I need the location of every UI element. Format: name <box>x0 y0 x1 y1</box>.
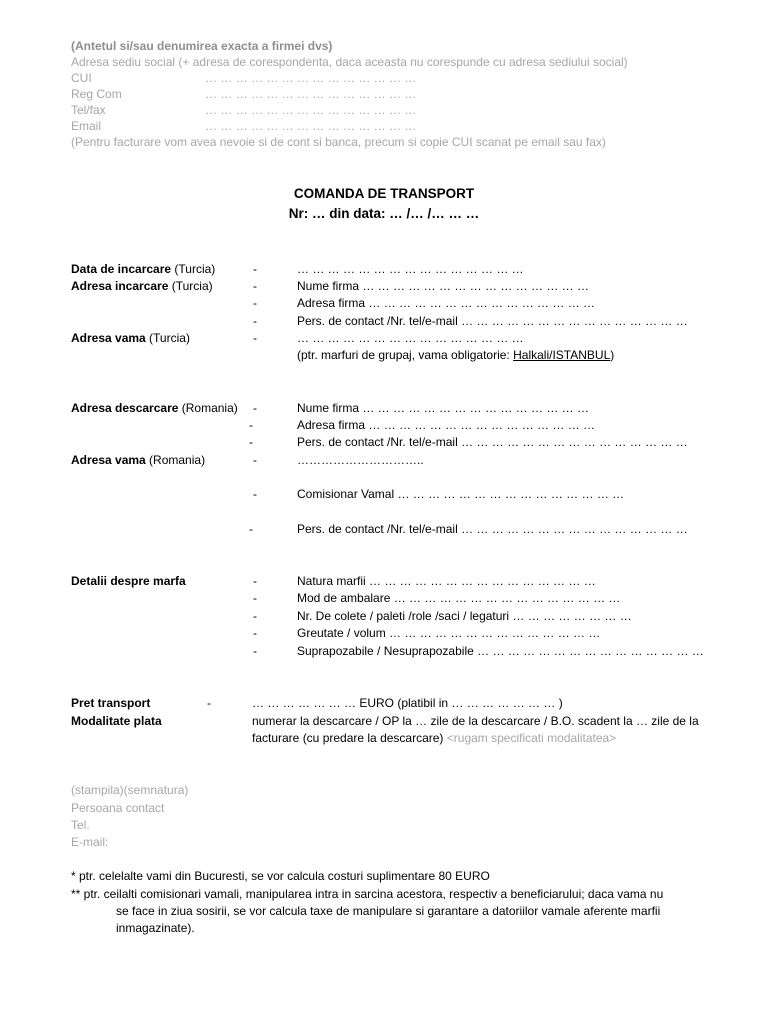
email-value: … … … … … … … … … … … … … … <box>205 119 417 133</box>
unloading-company-address: Adresa firma … … … … … … … … … … … … … … … <box>297 418 596 432</box>
contact-tel: Tel. <box>71 818 90 832</box>
dash: - <box>253 453 257 467</box>
dash: - <box>253 487 257 501</box>
letterhead-title: (Antetul si/sau denumirea exacta a firmei dvs) <box>71 39 333 53</box>
loading-date-value: … … … … … … … … … … … … … … … <box>297 262 524 276</box>
dash: - <box>249 435 253 449</box>
loading-customs-label <box>71 330 190 346</box>
loading-customs-label-bold: Adresa vama <box>71 331 146 345</box>
dash: - <box>253 574 257 588</box>
dash: - <box>253 331 257 345</box>
customs-note-prefix: (ptr. marfuri de grupaj, vama obligatorie: <box>297 348 514 362</box>
loading-customs-country: (Turcia) <box>145 331 190 345</box>
customs-note-location: Halkali/ISTANBUL <box>513 348 611 362</box>
unloading-address-label-bold: Adresa descarcare <box>71 401 179 415</box>
loading-address-label-bold: Adresa incarcare <box>71 279 169 293</box>
tel-fax-value: … … … … … … … … … … … … … … <box>205 103 417 117</box>
payment-text: numerar la descarcare / OP la … zile de la descarcare / B.O. scadent la … zile de la facturare (cu predare la descarcare) <box>252 714 699 745</box>
dash: - <box>253 262 257 276</box>
unloading-address-label <box>71 400 238 416</box>
unloading-company-name: Nume firma … … … … … … … … … … … … … … … <box>297 401 590 415</box>
dash: - <box>253 279 257 293</box>
loading-date-label <box>71 261 215 277</box>
payment-hint: <rugam specificati modalitatea> <box>446 731 617 745</box>
loading-date-label-bold: Data de incarcare <box>71 262 172 276</box>
order-number-line: Nr: … din data: … /… /… … … <box>288 206 480 221</box>
price-label: Pret transport <box>71 696 151 710</box>
price-dash: - <box>207 696 211 710</box>
loading-company-name: Nume firma … … … … … … … … … … … … … … … <box>297 279 590 293</box>
email-label: Email <box>71 119 102 133</box>
unloading-customs-country: (Romania) <box>145 453 206 467</box>
goods-nature: Natura marfii … … … … … … … … … … … … … … … <box>297 574 596 588</box>
unloading-customs-value: ………………………….. <box>297 453 424 467</box>
customs-contact: Pers. de contact /Nr. tel/e-mail … … … … … … … … … … … … … … … <box>297 522 688 536</box>
contact-email: E-mail: <box>71 835 109 849</box>
stamp-signature: (stampila)(semnatura) <box>71 783 189 797</box>
footnote-2-line-2: se face in ziua sosirii, se vor calcula taxe de manipulare si garantare a datoriilor vamale aferente marfii <box>116 904 661 918</box>
unloading-customs-label-bold: Adresa vama <box>71 453 146 467</box>
dash: - <box>249 418 253 432</box>
unloading-customs-label <box>71 452 205 468</box>
goods-packaging: Mod de ambalare … … … … … … … … … … … … … … … <box>297 591 621 605</box>
cui-label: CUI <box>71 71 92 85</box>
tel-fax-label: Tel/fax <box>71 103 106 117</box>
customs-note-suffix: ) <box>610 348 615 362</box>
loading-customs-value: … … … … … … … … … … … … … … … <box>297 331 524 345</box>
cui-value: … … … … … … … … … … … … … … <box>205 71 417 85</box>
footnote-2-line-3: inmagazinate). <box>116 921 195 935</box>
billing-note: (Pentru facturare vom avea nevoie si de cont si banca, precum si copie CUI scanat pe email sau fax) <box>71 135 606 149</box>
contact-person: Persoana contact <box>71 801 165 815</box>
payment-label: Modalitate plata <box>71 714 162 728</box>
loading-address-country: (Turcia) <box>168 279 213 293</box>
reg-com-label: Reg Com <box>71 87 122 101</box>
goods-packages: Nr. De colete / paleti /role /saci / legaturi … … … … … … … … <box>297 609 632 623</box>
footnote-2-line-1: ** ptr. ceilalti comisionari vamali, manipularea intra in sarcina acestora, respectiv a beneficiarului; daca vama nu <box>71 887 664 901</box>
customs-broker: Comisionar Vamal … … … … … … … … … … … … … … … <box>297 487 625 501</box>
unloading-contact: Pers. de contact /Nr. tel/e-mail … … … … … … … … … … … … … … … <box>297 435 688 449</box>
dash: - <box>249 522 253 536</box>
footnote-1: * ptr. celelalte vami din Bucuresti, se vor calcula costuri suplimentare 80 EURO <box>71 869 490 883</box>
dash: - <box>253 401 257 415</box>
loading-date-country: (Turcia) <box>171 262 216 276</box>
unloading-address-country: (Romania) <box>178 401 238 415</box>
price-value: … … … … … … … EURO (platibil in … … … … … … … ) <box>252 696 563 710</box>
letterhead-address-line: Adresa sediu social (+ adresa de corespondenta, daca aceasta nu corespunde cu adresa sediului social) <box>71 55 628 69</box>
document-title: COMANDA DE TRANSPORT <box>293 186 475 201</box>
goods-label: Detalii despre marfa <box>71 574 186 588</box>
dash: - <box>253 591 257 605</box>
dash: - <box>253 314 257 328</box>
reg-com-value: … … … … … … … … … … … … … … <box>205 87 417 101</box>
goods-stackable: Suprapozabile / Nesuprapozabile … … … … … … … … … … … … … … … <box>297 644 704 658</box>
dash: - <box>253 296 257 310</box>
loading-contact: Pers. de contact /Nr. tel/e-mail … … … … … … … … … … … … … … … <box>297 314 688 328</box>
dash: - <box>253 626 257 640</box>
dash: - <box>253 609 257 623</box>
payment-terms <box>252 713 714 747</box>
loading-company-address: Adresa firma … … … … … … … … … … … … … … … <box>297 296 596 310</box>
loading-customs-note <box>297 347 614 363</box>
loading-address-label <box>71 278 213 294</box>
dash: - <box>253 644 257 658</box>
goods-weight-volume: Greutate / volum … … … … … … … … … … … … … … <box>297 626 601 640</box>
